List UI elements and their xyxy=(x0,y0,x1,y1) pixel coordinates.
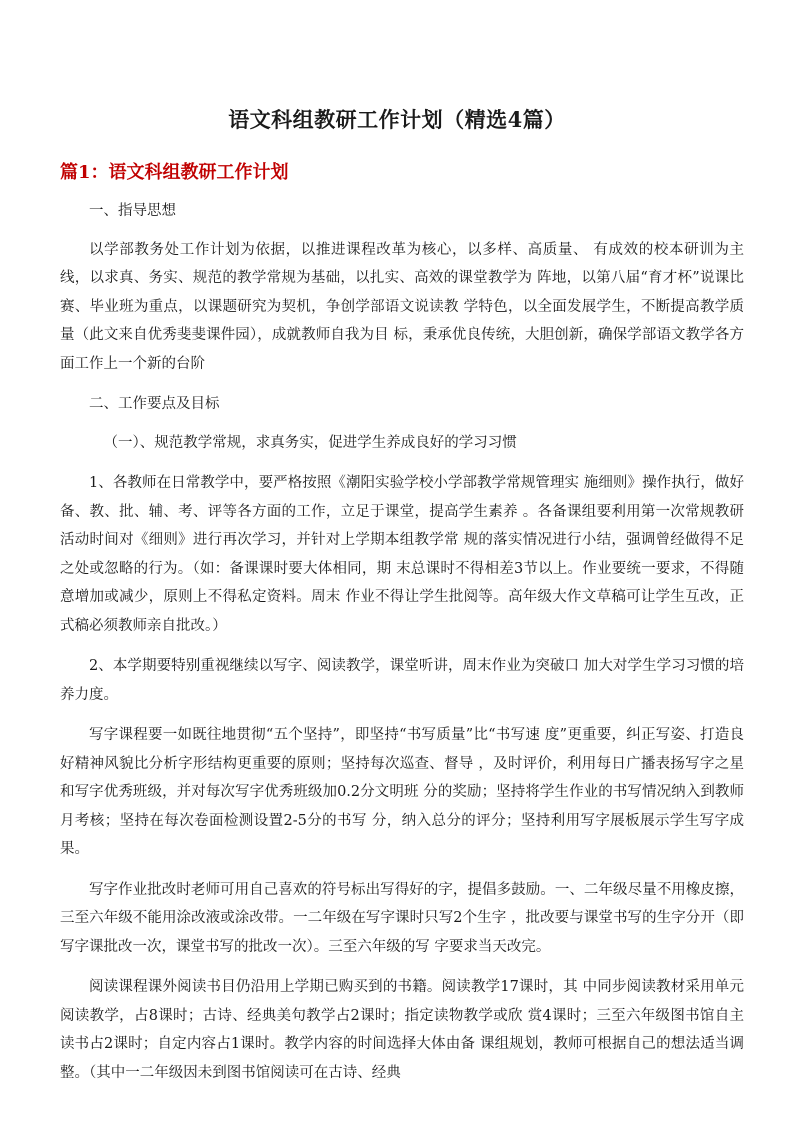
document-body xyxy=(60,197,744,1099)
heading-work-points: 二、工作要点及目标 xyxy=(89,396,220,412)
heading-guiding-ideology: 一、指导思想 xyxy=(89,203,176,219)
paragraph: 1、各教师在日常教学中，要严格按照《潮阳实验学校小学部教学常规管理实 施细则》操作执行，做好备、教、批、辅、考、评等各方面的工作，立足于课堂，提高学生素养 。各备课组要利用第一次常规教研活动时间对《细则》进行再次学习，并针对上学期本组教学常 规的落实情况进行小结，强调曾经做得不足之处或忽略的行为。（如：备课课时要大体相同，期 末总课时不得相差3节以上。作业要统一要求，不得随意增加或减少，原则上不得私定资料。周末 作业不得让学生批阅等。高年级大作文草稿可让学生互改，正式稿必须教师亲自批改。） xyxy=(60,475,744,634)
paragraph: 写字课程要一如既往地贯彻“五个坚持”，即坚持“书写质量”比“书写速 度”更重要，纠正写姿、打造良好精神风貌比分析字形结构更重要的原则；坚持每次巡查、督导 ，及时评价，利用每日广播表扬写字之星和写字优秀班级，并对每次写字优秀班级加0.2分文明班 分的奖励；坚持将学生作业的书写情况纳入到教师月考核；坚持在每次卷面检测设置2-5分的书写 分，纳入总分的评分；坚持利用写字展板展示学生写字成果。 xyxy=(60,727,744,857)
paragraph: 以学部教务处工作计划为依据，以推进课程改革为核心，以多样、高质量、 有成效的校本研训为主线，以求真、务实、规范的教学常规为基础，以扎实、高效的课堂教学为 阵地，以第八届“育才杯”说课比赛、毕业班为重点，以课题研究为契机，争创学部语文说读教 学特色，以全面发展学生，不断提高教学质量（此文来自优秀斐斐课件园），成就教师自我为目 标，秉承优良传统，大胆创新，确保学部语文教学各方面工作上一个新的台阶 xyxy=(60,241,744,372)
document-title: 语文科组教研工作计划（精选4篇） xyxy=(228,107,566,132)
paragraph: 阅读课程课外阅读书目仍沿用上学期已购买到的书籍。阅读教学17课时，其 中同步阅读教材采用单元阅读教学，占8课时；古诗、经典美句教学占2课时；指定读物教学或欣 赏4课时；三至六年级图书馆自主读书占2课时；自定内容占1课时。教学内容的时间选择大体由备 课组规划，教师可根据自己的想法适当调整。（其中一二年级因未到图书馆阅读可在古诗、经典 xyxy=(60,979,744,1081)
subheading: （一）、规范教学常规，求真务实，促进学生养成良好的学习习惯 xyxy=(103,434,517,451)
paragraph: 2、本学期要特别重视继续以写字、阅读教学，课堂听讲，周末作业为突破口 加大对学生学习习惯的培养力度。 xyxy=(60,658,744,703)
paragraph: 写字作业批改时老师可用自己喜欢的符号标出写得好的字，提倡多鼓励。一、二年级尽量不用橡皮擦，三至六年级不能用涂改液或涂改带。一二年级在写字课时只写2个生字 ，批改要与课堂书写的生字分开（即写字课批改一次，课堂书写的批改一次）。三至六年级的写 字要求当天改完。 xyxy=(60,881,744,955)
section-title: 篇1：语文科组教研工作计划 xyxy=(60,162,289,183)
